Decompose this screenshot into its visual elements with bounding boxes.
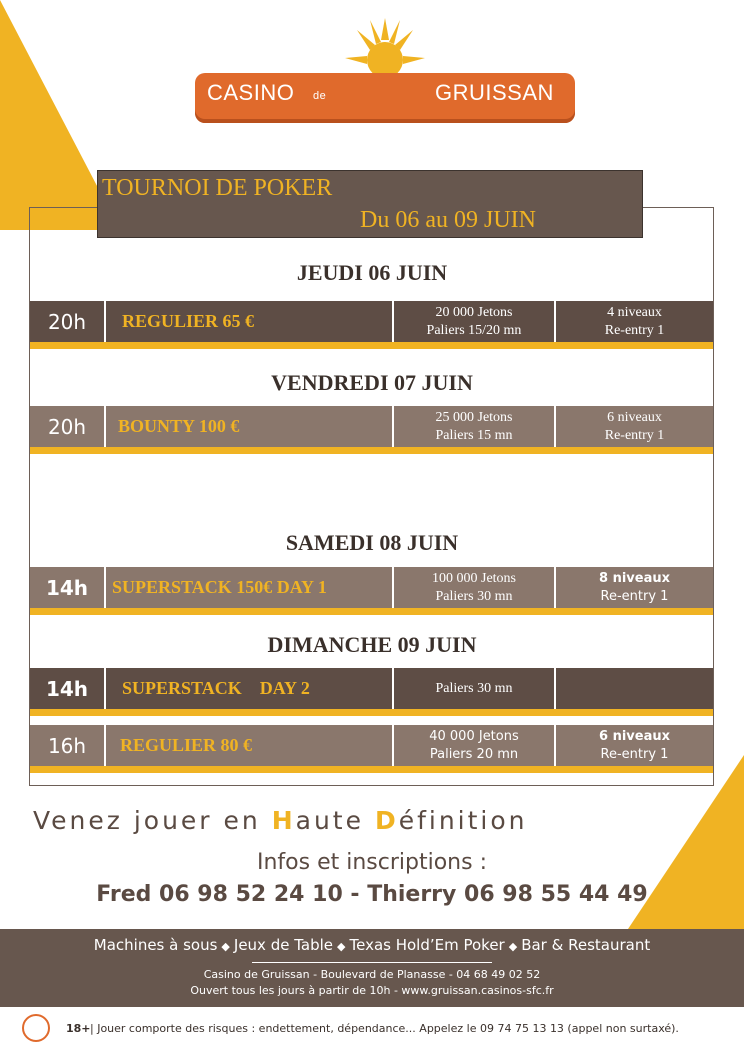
- day-heading: JEUDI 06 JUIN: [296, 260, 448, 285]
- event-row: [30, 406, 713, 454]
- slogan-part: éfinition: [398, 806, 528, 835]
- event-stack: 40 000 Jetons: [429, 729, 519, 744]
- diamond-icon: ◆: [337, 940, 346, 953]
- row-underline: [30, 766, 713, 773]
- event-levels-cell: [556, 668, 713, 709]
- services-list: [0, 936, 744, 954]
- brand-middle: de: [313, 90, 327, 102]
- slogan: [33, 806, 528, 835]
- slogan-part: Venez jouer en: [33, 806, 272, 835]
- event-stack-cell: [394, 725, 554, 766]
- slogan-highlight: D: [374, 806, 399, 835]
- row-underline: [30, 447, 713, 454]
- address: Casino de Gruissan - Boulevard de Planasse - 04 68 49 02 52: [203, 968, 541, 981]
- event-row: [30, 668, 713, 716]
- event-name: REGULIER 80 €: [106, 725, 392, 766]
- row-underline: [30, 342, 713, 349]
- row-underline: [30, 709, 713, 716]
- service-item: Texas Hold’Em Poker: [349, 936, 505, 954]
- event-row: [30, 301, 713, 349]
- row-underline: [30, 608, 713, 615]
- event-blinds: Paliers 15/20 mn: [426, 323, 522, 338]
- event-time: 14h: [30, 668, 104, 709]
- sfc-badge-icon: [22, 1014, 50, 1042]
- slogan-highlight: H: [271, 806, 296, 835]
- legal-notice: [0, 1010, 744, 1053]
- event-stack-cell: [394, 668, 554, 709]
- event-row: [30, 725, 713, 773]
- footer: [0, 929, 744, 1007]
- day-heading: VENDREDI 07 JUIN: [271, 370, 473, 395]
- event-reentry: Re-entry 1: [604, 428, 665, 443]
- event-name: BOUNTY 100 €: [106, 406, 392, 447]
- event-levels-cell: [556, 567, 713, 608]
- event-name: REGULIER 65 €: [106, 301, 392, 342]
- casino-logo: [195, 18, 575, 118]
- date-range: Du 06 au 09 JUIN: [360, 207, 536, 233]
- day-heading: SAMEDI 08 JUIN: [285, 530, 459, 555]
- event-time: 16h: [30, 725, 104, 766]
- opening-hours: Ouvert tous les jours à partir de 10h - www.gruissan.casinos-sfc.fr: [190, 984, 554, 997]
- brand-right: GRUISSAN: [435, 80, 554, 105]
- event-levels-cell: [556, 301, 713, 342]
- diamond-icon: ◆: [508, 940, 518, 953]
- event-levels: 6 niveaux: [599, 729, 670, 744]
- event-blinds: Paliers 15 mn: [435, 428, 513, 443]
- age-limit: 18+: [66, 1022, 91, 1035]
- event-blinds: Paliers 30 mn: [435, 589, 513, 604]
- event-name-text: SUPERSTACK DAY 2: [122, 678, 310, 698]
- service-item: Machines à sous: [93, 936, 218, 954]
- event-blinds: Paliers 30 mn: [435, 681, 513, 696]
- event-stack-cell: [394, 567, 554, 608]
- event-time: 20h: [30, 406, 104, 447]
- event-levels-cell: [556, 406, 713, 447]
- event-stack-cell: [394, 406, 554, 447]
- event-name: SUPERSTACK 150€ DAY 1: [106, 567, 392, 608]
- contact-phones: Fred 06 98 52 24 10 - Thierry 06 98 55 44 49: [96, 882, 648, 907]
- event-reentry: Re-entry 1: [600, 589, 669, 604]
- diamond-icon: ◆: [221, 940, 230, 953]
- event-reentry: Re-entry 1: [600, 747, 669, 762]
- brand-left: CASINO: [207, 80, 295, 105]
- event-levels: 4 niveaux: [607, 305, 662, 320]
- event-levels: 8 niveaux: [599, 571, 670, 586]
- event-blinds: Paliers 20 mn: [429, 747, 519, 762]
- event-levels: 6 niveaux: [607, 410, 662, 425]
- service-item: Bar & Restaurant: [521, 936, 651, 954]
- service-item: Jeux de Table: [233, 936, 334, 954]
- event-name: [106, 668, 392, 709]
- event-stack: 20 000 Jetons: [435, 305, 513, 320]
- footer-divider: [252, 962, 492, 963]
- slogan-part: aute: [295, 806, 375, 835]
- day-heading: DIMANCHE 09 JUIN: [267, 632, 477, 657]
- title-box: [97, 170, 643, 238]
- event-reentry: Re-entry 1: [604, 323, 665, 338]
- event-row: [30, 567, 713, 615]
- event-stack: 25 000 Jetons: [435, 410, 513, 425]
- event-levels-cell: [556, 725, 713, 766]
- legal-text: | Jouer comporte des risques : endettement, dépendance... Appelez le 09 74 75 13 13 (appel non surtaxé).: [90, 1022, 679, 1035]
- event-stack: 100 000 Jetons: [432, 571, 516, 586]
- infos-heading: Infos et inscriptions :: [257, 850, 487, 875]
- event-time: 20h: [30, 301, 104, 342]
- event-time: 14h: [30, 567, 104, 608]
- page-title: TOURNOI DE POKER: [102, 175, 333, 201]
- event-stack-cell: [394, 301, 554, 342]
